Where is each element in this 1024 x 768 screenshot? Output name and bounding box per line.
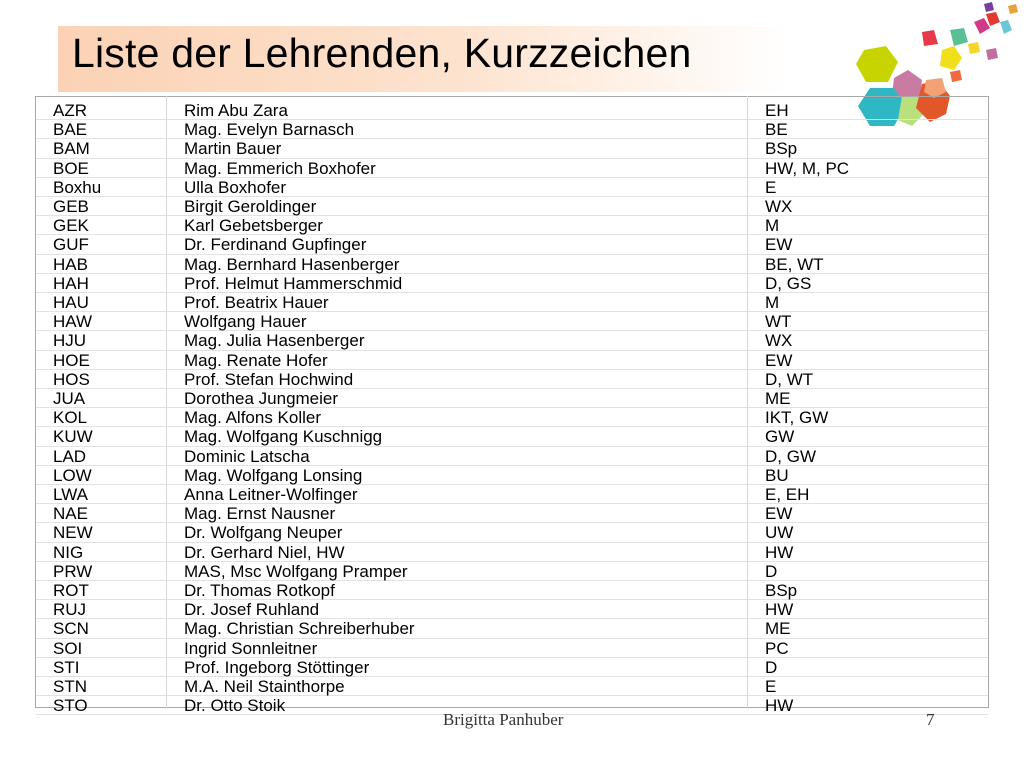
teacher-code: JUA <box>53 389 86 408</box>
teacher-name: Mag. Evelyn Barnasch <box>184 120 355 140</box>
teacher-code: BAE <box>53 120 88 140</box>
table-row <box>36 159 988 178</box>
table-row <box>36 331 988 350</box>
table-row <box>36 485 988 504</box>
teacher-subjects: E <box>765 677 777 696</box>
table-row <box>36 619 988 638</box>
teacher-code: RUJ <box>53 600 87 620</box>
teacher-name: Dr. Josef Ruhland <box>184 600 320 620</box>
teacher-code: HAW <box>53 312 93 332</box>
teacher-name: Mag. Julia Hasenberger <box>184 331 365 351</box>
teacher-subjects: M <box>765 293 780 312</box>
teacher-name: Prof. Beatrix Hauer <box>184 293 329 312</box>
teacher-subjects: HW <box>765 542 794 562</box>
teacher-code: GEB <box>53 197 89 216</box>
teacher-name: Birgit Geroldinger <box>184 197 317 216</box>
teacher-subjects: HW <box>765 696 794 716</box>
table-row <box>36 139 988 158</box>
teacher-subjects: UW <box>765 523 794 543</box>
teacher-subjects: M <box>765 216 780 236</box>
teacher-code: HJU <box>53 331 87 351</box>
teacher-code: NEW <box>53 523 93 543</box>
teacher-code: HOE <box>53 350 90 370</box>
table-row <box>36 523 988 542</box>
teacher-name: Dr. Ferdinand Gupfinger <box>184 235 367 255</box>
teacher-name: Dorothea Jungmeier <box>184 389 339 408</box>
teacher-name: MAS, Msc Wolfgang Pramper <box>184 561 408 581</box>
table-row <box>36 600 988 619</box>
teacher-code: KUW <box>53 427 93 447</box>
teacher-subjects: D, WT <box>765 369 814 389</box>
table-row <box>36 274 988 293</box>
teacher-name: Ulla Boxhofer <box>184 177 287 197</box>
teacher-name: Mag. Alfons Koller <box>184 408 322 428</box>
teacher-subjects: E <box>765 177 777 197</box>
teacher-name: Wolfgang Hauer <box>184 312 307 332</box>
teacher-subjects: D <box>765 561 778 581</box>
teacher-name: Dr. Gerhard Niel, HW <box>184 542 345 562</box>
table-row <box>36 543 988 562</box>
teacher-subjects: WX <box>765 331 793 351</box>
teacher-subjects: EH <box>765 101 789 120</box>
table-row <box>36 255 988 274</box>
table-row <box>36 120 988 139</box>
teacher-name: Mag. Bernhard Hasenberger <box>184 254 400 274</box>
teacher-code: SCN <box>53 619 89 639</box>
teacher-code: LAD <box>53 446 87 466</box>
teacher-subjects: WT <box>765 312 792 332</box>
teacher-code: STN <box>53 677 87 696</box>
table-row <box>36 197 988 216</box>
teacher-code: ROT <box>53 581 89 600</box>
teacher-code: LWA <box>53 485 88 504</box>
teacher-subjects: EW <box>765 235 793 255</box>
page-number: 7 <box>926 710 935 729</box>
teacher-subjects: ME <box>765 619 791 639</box>
teacher-name: Prof. Ingeborg Stöttinger <box>184 657 370 677</box>
teacher-subjects: BSp <box>765 581 798 600</box>
teacher-name: Dr. Wolfgang Neuper <box>184 523 343 543</box>
teacher-subjects: E, EH <box>765 485 810 504</box>
teacher-name: Dominic Latscha <box>184 446 310 466</box>
table-row <box>36 562 988 581</box>
teacher-subjects: EW <box>765 504 793 524</box>
teacher-code: SOI <box>53 638 83 658</box>
teacher-subjects: ME <box>765 389 791 408</box>
teacher-code: LOW <box>53 465 92 485</box>
teacher-name: Mag. Wolfgang Lonsing <box>184 465 363 485</box>
teacher-code: PRW <box>53 561 93 581</box>
teacher-subjects: D <box>765 657 778 677</box>
teacher-code: KOL <box>53 408 88 428</box>
teacher-name: Mag. Renate Hofer <box>184 350 328 370</box>
footer-author: Brigitta Panhuber <box>443 710 564 729</box>
teacher-name: Prof. Stefan Hochwind <box>184 369 354 389</box>
table-row <box>36 639 988 658</box>
teacher-name: Martin Bauer <box>184 139 282 159</box>
table-row <box>36 408 988 427</box>
teacher-code: STI <box>53 657 80 677</box>
table-row <box>36 581 988 600</box>
teacher-name: Ingrid Sonnleitner <box>184 638 318 658</box>
teacher-name: Mag. Ernst Nausner <box>184 504 336 524</box>
teacher-subjects: GW <box>765 427 795 447</box>
teacher-name: M.A. Neil Stainthorpe <box>184 677 345 696</box>
slide-title: Liste der Lehrenden, Kurzzeichen <box>72 30 692 76</box>
teacher-subjects: PC <box>765 638 789 658</box>
teacher-subjects: HW, M, PC <box>765 158 850 178</box>
teacher-subjects: BE, WT <box>765 254 824 274</box>
table-row <box>36 101 988 120</box>
teacher-name: Anna Leitner-Wolfinger <box>184 485 358 504</box>
teacher-subjects: IKT, GW <box>765 408 829 428</box>
teacher-name: Prof. Helmut Hammerschmid <box>184 273 403 293</box>
teacher-code: BOE <box>53 158 89 178</box>
teacher-name: Rim Abu Zara <box>184 101 288 120</box>
teacher-code: HOS <box>53 369 90 389</box>
table-row <box>36 504 988 523</box>
table-row <box>36 216 988 235</box>
table-row <box>36 427 988 446</box>
teacher-code: GUF <box>53 235 89 255</box>
table-row <box>36 370 988 389</box>
teacher-code: NIG <box>53 542 84 562</box>
table-row <box>36 351 988 370</box>
teacher-subjects: HW <box>765 600 794 620</box>
teacher-subjects: BE <box>765 120 788 140</box>
teacher-code: HAU <box>53 293 89 312</box>
table-row <box>36 389 988 408</box>
teacher-name: Dr. Thomas Rotkopf <box>184 581 335 600</box>
teacher-code: HAH <box>53 273 89 293</box>
teacher-subjects: WX <box>765 197 793 216</box>
teacher-code: AZR <box>53 101 87 120</box>
table-row <box>36 235 988 254</box>
table-row <box>36 466 988 485</box>
teacher-name: Mag. Christian Schreiberhuber <box>184 619 415 639</box>
table-row <box>36 677 988 696</box>
teacher-name: Karl Gebetsberger <box>184 216 323 236</box>
teacher-subjects: BU <box>765 465 789 485</box>
teacher-name: Mag. Wolfgang Kuschnigg <box>184 427 383 447</box>
teacher-name: Dr. Otto Stoik <box>184 696 286 716</box>
teacher-subjects: D, GS <box>765 273 812 293</box>
teacher-code: Boxhu <box>53 177 102 197</box>
teacher-code: BAM <box>53 139 90 159</box>
teacher-subjects: D, GW <box>765 446 816 466</box>
table-row <box>36 178 988 197</box>
teacher-name: Mag. Emmerich Boxhofer <box>184 158 376 178</box>
table-row <box>36 312 988 331</box>
teacher-code: NAE <box>53 504 88 524</box>
teacher-code: STO <box>53 696 88 716</box>
table-row <box>36 447 988 466</box>
teacher-subjects: BSp <box>765 139 798 159</box>
table-row <box>36 293 988 312</box>
teacher-code: HAB <box>53 254 88 274</box>
teacher-code: GEK <box>53 216 89 236</box>
teacher-subjects: EW <box>765 350 793 370</box>
table-row <box>36 658 988 677</box>
